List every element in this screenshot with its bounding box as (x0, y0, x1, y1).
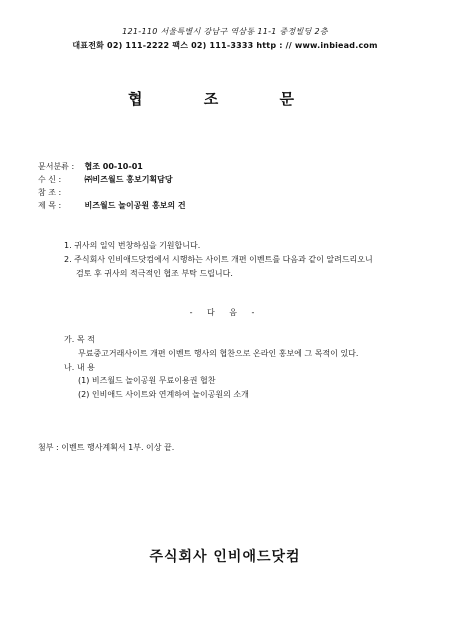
attachment-line: 첨부 : 이벤트 행사계획서 1부. 이상 끝. (38, 443, 175, 452)
purpose-label: 가. 목 적 (64, 335, 95, 344)
recipient-value: ㈜비즈월드 홍보기획담당 (84, 175, 173, 184)
header-recipient (38, 173, 173, 186)
closing-signature: 주식회사 인비애드닷컴 (149, 549, 301, 565)
subject-value: 비즈월드 놀이공원 홍보의 건 (84, 201, 186, 210)
content-label: 나. 내 용 (64, 363, 95, 372)
content-item-2: (2) 인비애드 사이트와 연계하여 놀이공원의 소개 (78, 390, 249, 399)
body-item-2-line-1: 2. 주식회사 인비애드닷컴에서 시행하는 사이트 개편 이벤트를 다음과 같이 알려드리오니 (64, 255, 373, 264)
purpose-text: 무료중고거래사이트 개편 이벤트 행사의 협찬으로 온라인 홍보에 그 목적이 있다. (78, 349, 359, 358)
subject-label: 제 목 : (38, 201, 62, 210)
letterhead-address: 121-110 서울특별시 강남구 역삼동 11-1 중정빌딩 2층 (122, 27, 328, 36)
header-doc-no (38, 160, 143, 173)
reference-label: 참 조 : (38, 188, 62, 197)
notice-heading: - 다 음 - (189, 308, 261, 317)
letterhead-contact: 대표전화 02) 111-2222 팩스 02) 111-3333 http : // www.inbiead.com (72, 41, 378, 50)
recipient-label: 수 신 : (38, 175, 62, 184)
header-subject (38, 199, 186, 212)
doc-no-label: 문서분류 : (38, 162, 75, 171)
doc-no-value: 협조 00-10-01 (84, 162, 143, 171)
document-title: 협 조 문 (128, 90, 322, 108)
body-item-2-line-2: 검토 후 귀사의 적극적인 협조 부탁 드립니다. (76, 269, 233, 278)
content-item-1: (1) 비즈월드 놀이공원 무료이용권 협찬 (78, 376, 216, 385)
header-reference (38, 186, 82, 199)
body-item-1: 1. 귀사의 일익 번창하심을 기원합니다. (64, 241, 201, 250)
